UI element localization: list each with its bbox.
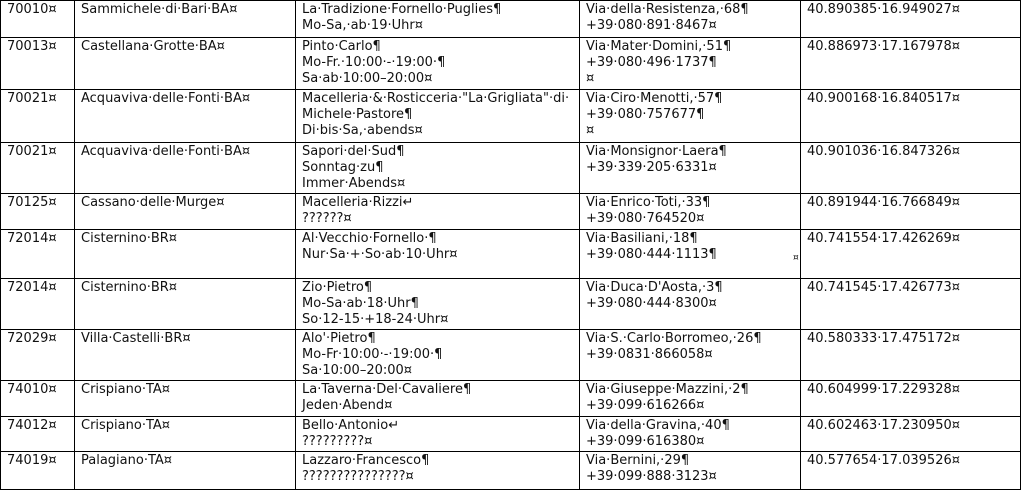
postal-code-cell[interactable]: [1, 90, 75, 143]
table-row: [1, 330, 1021, 381]
shop-info-cell[interactable]: [296, 143, 580, 194]
table-body: [1, 1, 1021, 490]
cell-end-mark: ¤: [793, 253, 799, 263]
postal-code-cell[interactable]: [1, 230, 75, 279]
address-phone-cell-line: +39·080·496·1737¶: [586, 55, 717, 70]
shop-info-cell[interactable]: [296, 330, 580, 381]
coordinates-cell[interactable]: [801, 417, 1021, 452]
address-phone-cell-line: Via·della·Resistenza,·68¶: [586, 2, 749, 17]
table-row: [1, 194, 1021, 230]
shop-info-cell-line: Sonntag·zu¶: [302, 160, 384, 175]
address-phone-cell-line: Via·Enrico·Toti,·33¶: [586, 195, 711, 210]
shop-info-cell[interactable]: [296, 230, 580, 279]
shop-info-cell-line: Macelleria·&·Rosticceria·"La·Grigliata"·di·: [302, 91, 570, 106]
coordinates-cell[interactable]: [801, 230, 1021, 279]
address-phone-cell[interactable]: [580, 90, 801, 143]
shop-info-cell-line: Sa·10:00–20:00¤: [302, 363, 413, 378]
coordinates-cell-text: 40.741545·17.426773¤: [807, 280, 961, 295]
address-phone-cell-line: Via·della·Gravina,·40¶: [586, 418, 730, 433]
address-phone-cell[interactable]: [580, 417, 801, 452]
postal-code-cell-text: 70021¤: [7, 91, 57, 106]
table-row: [1, 1, 1021, 38]
shop-info-cell-line: Sa·ab·10:00–20:00¤: [302, 71, 433, 86]
postal-code-cell[interactable]: [1, 452, 75, 490]
postal-code-cell[interactable]: [1, 38, 75, 90]
town-cell[interactable]: [75, 1, 296, 38]
postal-code-cell-text: 72014¤: [7, 231, 57, 246]
shop-info-cell-line: So·12-15·+18-24·Uhr¤: [302, 312, 449, 327]
table-row: [1, 381, 1021, 417]
postal-code-cell-text: 70010¤: [7, 2, 57, 17]
postal-code-cell-text: 70125¤: [7, 195, 57, 210]
table-row: [1, 230, 1021, 279]
address-phone-cell-line: Via·Ciro·Menotti,·57¶: [586, 91, 723, 106]
address-phone-cell[interactable]: [580, 452, 801, 490]
postal-code-cell-text: 70021¤: [7, 144, 57, 159]
postal-code-cell-text: 74019¤: [7, 453, 57, 468]
town-cell[interactable]: [75, 90, 296, 143]
address-phone-cell-line: Via·Basiliani,·18¶: [586, 231, 698, 246]
shop-info-cell-line: La·Tradizione·Fornello·Puglies¶: [302, 2, 502, 17]
shop-info-cell-line: Lazzaro·Francesco¶: [302, 453, 430, 468]
postal-code-cell[interactable]: [1, 1, 75, 38]
table-row: [1, 38, 1021, 90]
table-row: [1, 90, 1021, 143]
town-cell-text: Villa·Castelli·BR¤: [81, 331, 191, 346]
coordinates-cell-text: 40.741554·17.426269¤: [807, 231, 961, 246]
coordinates-cell-text: 40.604999·17.229328¤: [807, 382, 961, 397]
postal-code-cell-text: 74010¤: [7, 382, 57, 397]
coordinates-cell[interactable]: [801, 381, 1021, 417]
postal-code-cell-text: 70013¤: [7, 39, 57, 54]
table-row: [1, 452, 1021, 490]
address-phone-cell[interactable]: [580, 38, 801, 90]
address-phone-cell-line: +39·099·616380¤: [586, 434, 705, 449]
town-cell[interactable]: [75, 381, 296, 417]
shop-info-cell[interactable]: [296, 38, 580, 90]
coordinates-cell-text: 40.901036·16.847326¤: [807, 144, 961, 159]
postal-code-cell-text: 72029¤: [7, 331, 57, 346]
town-cell-text: Acquaviva·delle·Fonti·BA¤: [81, 91, 251, 106]
town-cell[interactable]: [75, 279, 296, 330]
shop-info-cell[interactable]: [296, 90, 580, 143]
coordinates-cell-text: 40.890385·16.949027¤: [807, 2, 961, 17]
address-phone-cell-line: +39·0831·866058¤: [586, 347, 713, 362]
coordinates-cell[interactable]: [801, 452, 1021, 490]
coordinates-cell-text: 40.886973·17.167978¤: [807, 39, 961, 54]
shop-info-cell[interactable]: [296, 279, 580, 330]
shop-info-cell-line: La·Taverna·Del·Cavaliere¶: [302, 382, 472, 397]
shop-info-cell[interactable]: [296, 417, 580, 452]
shop-info-cell-line: Alo'·Pietro¶: [302, 331, 376, 346]
postal-code-cell-text: 72014¤: [7, 280, 57, 295]
shop-info-cell-line: ?????????¤: [302, 434, 373, 449]
table-row: [1, 143, 1021, 194]
town-cell[interactable]: [75, 38, 296, 90]
coordinates-cell-text: 40.577654·17.039526¤: [807, 453, 961, 468]
shop-info-cell-line: Mo-Fr·10:00·-·19:00·¶: [302, 347, 443, 362]
coordinates-cell-text: 40.891944·16.766849¤: [807, 195, 961, 210]
address-phone-cell[interactable]: [580, 194, 801, 230]
coordinates-cell[interactable]: [801, 194, 1021, 230]
address-phone-cell-line: Via·S.·Carlo·Borromeo,·26¶: [586, 331, 762, 346]
address-phone-cell[interactable]: [580, 230, 801, 279]
table-row: [1, 279, 1021, 330]
town-cell-text: Sammichele·di·Bari·BA¤: [81, 2, 238, 17]
address-phone-cell-line: Via·Bernini,·29¶: [586, 453, 690, 468]
address-phone-cell-line: Via·Mater·Domini,·51¶: [586, 39, 732, 54]
shop-info-cell-line: Di·bis·Sa,·abends¤: [302, 123, 423, 138]
coordinates-cell[interactable]: [801, 38, 1021, 90]
shop-info-cell[interactable]: [296, 1, 580, 38]
coordinates-cell[interactable]: [801, 90, 1021, 143]
town-cell-text: Crispiano·TA¤: [81, 382, 171, 397]
address-phone-cell-line: +39·099·888·3123¤: [586, 469, 717, 484]
shop-info-cell-line: Pinto·Carlo¶: [302, 39, 381, 54]
address-phone-cell[interactable]: [580, 279, 801, 330]
coordinates-cell-text: 40.602463·17.230950¤: [807, 418, 961, 433]
address-phone-cell-line: ¤: [586, 71, 595, 86]
address-phone-cell-line: ¤: [586, 123, 595, 138]
coordinates-cell[interactable]: [801, 279, 1021, 330]
town-cell[interactable]: [75, 230, 296, 279]
town-cell[interactable]: [75, 417, 296, 452]
postal-code-cell[interactable]: [1, 279, 75, 330]
shop-info-cell-line: Nur·Sa·+·So·ab·10·Uhr¤: [302, 247, 458, 262]
shop-info-cell-line: ??????¤: [302, 211, 352, 226]
address-phone-cell[interactable]: [580, 330, 801, 381]
town-cell[interactable]: [75, 452, 296, 490]
coordinates-cell[interactable]: [801, 143, 1021, 194]
shop-info-cell-line: Mo-Sa·ab·18·Uhr¶: [302, 296, 419, 311]
town-cell[interactable]: [75, 330, 296, 381]
shop-info-cell-line: Immer·Abends¤: [302, 176, 406, 191]
town-cell-text: Cisternino·BR¤: [81, 231, 178, 246]
address-phone-cell-line: Via·Monsignor·Laera¶: [586, 144, 727, 159]
town-cell-text: Cisternino·BR¤: [81, 280, 178, 295]
shop-info-cell[interactable]: [296, 381, 580, 417]
town-cell-text: Acquaviva·delle·Fonti·BA¤: [81, 144, 251, 159]
shop-info-cell-line: Jeden·Abend¤: [302, 398, 393, 413]
table-row: [1, 417, 1021, 452]
postal-code-cell[interactable]: [1, 381, 75, 417]
postal-code-cell[interactable]: [1, 330, 75, 381]
town-cell-text: Cassano·delle·Murge¤: [81, 195, 225, 210]
shop-info-cell-line: Mo-Sa,·ab·19·Uhr¤: [302, 18, 423, 33]
shop-info-cell-line: Bello·Antonio↵: [302, 418, 400, 433]
shop-info-cell-line: Macelleria·Rizzi↵: [302, 195, 414, 210]
address-phone-cell[interactable]: [580, 143, 801, 194]
town-cell-text: Palagiano·TA¤: [81, 453, 173, 468]
town-cell[interactable]: [75, 143, 296, 194]
postal-code-cell[interactable]: [1, 194, 75, 230]
address-phone-cell-line: Via·Giuseppe·Mazzini,·2¶: [586, 382, 749, 397]
shop-info-cell[interactable]: [296, 452, 580, 490]
shop-info-cell-line: Mo-Fr.·10:00·-·19:00·¶: [302, 55, 446, 70]
coordinates-cell-text: 40.580333·17.475172¤: [807, 331, 961, 346]
coordinates-cell[interactable]: [801, 1, 1021, 38]
address-phone-cell[interactable]: [580, 381, 801, 417]
town-cell[interactable]: [75, 194, 296, 230]
address-phone-cell-line: +39·099·616266¤: [586, 398, 705, 413]
address-phone-cell-line: +39·339·205·6331¤: [586, 160, 717, 175]
town-cell-text: Crispiano·TA¤: [81, 418, 171, 433]
address-phone-cell[interactable]: [580, 1, 801, 38]
coordinates-cell[interactable]: [801, 330, 1021, 381]
postal-code-cell-text: 74012¤: [7, 418, 57, 433]
shop-info-cell-line: Michele·Pastore¶: [302, 107, 413, 122]
address-phone-cell-line: +39·080·444·8300¤: [586, 296, 717, 311]
shop-info-cell[interactable]: [296, 194, 580, 230]
town-cell-text: Castellana·Grotte·BA¤: [81, 39, 225, 54]
coordinates-cell-text: 40.900168·16.840517¤: [807, 91, 961, 106]
address-phone-cell-line: +39·080·764520¤: [586, 211, 705, 226]
shop-info-cell-line: ???????????????¤: [302, 469, 414, 484]
address-phone-cell-line: +39·080·444·1113¶: [586, 247, 717, 262]
address-phone-cell-line: +39·080·891·8467¤: [586, 18, 717, 33]
shop-info-cell-line: Sapori·del·Sud¶: [302, 144, 405, 159]
postal-code-cell[interactable]: [1, 143, 75, 194]
postal-code-cell[interactable]: [1, 417, 75, 452]
address-phone-cell-line: +39·080·757677¶: [586, 107, 705, 122]
shop-info-cell-line: Al·Vecchio·Fornello·¶: [302, 231, 437, 246]
address-phone-cell-line: Via·Duca·D'Aosta,·3¶: [586, 280, 723, 295]
shop-info-cell-line: Zio·Pietro¶: [302, 280, 373, 295]
